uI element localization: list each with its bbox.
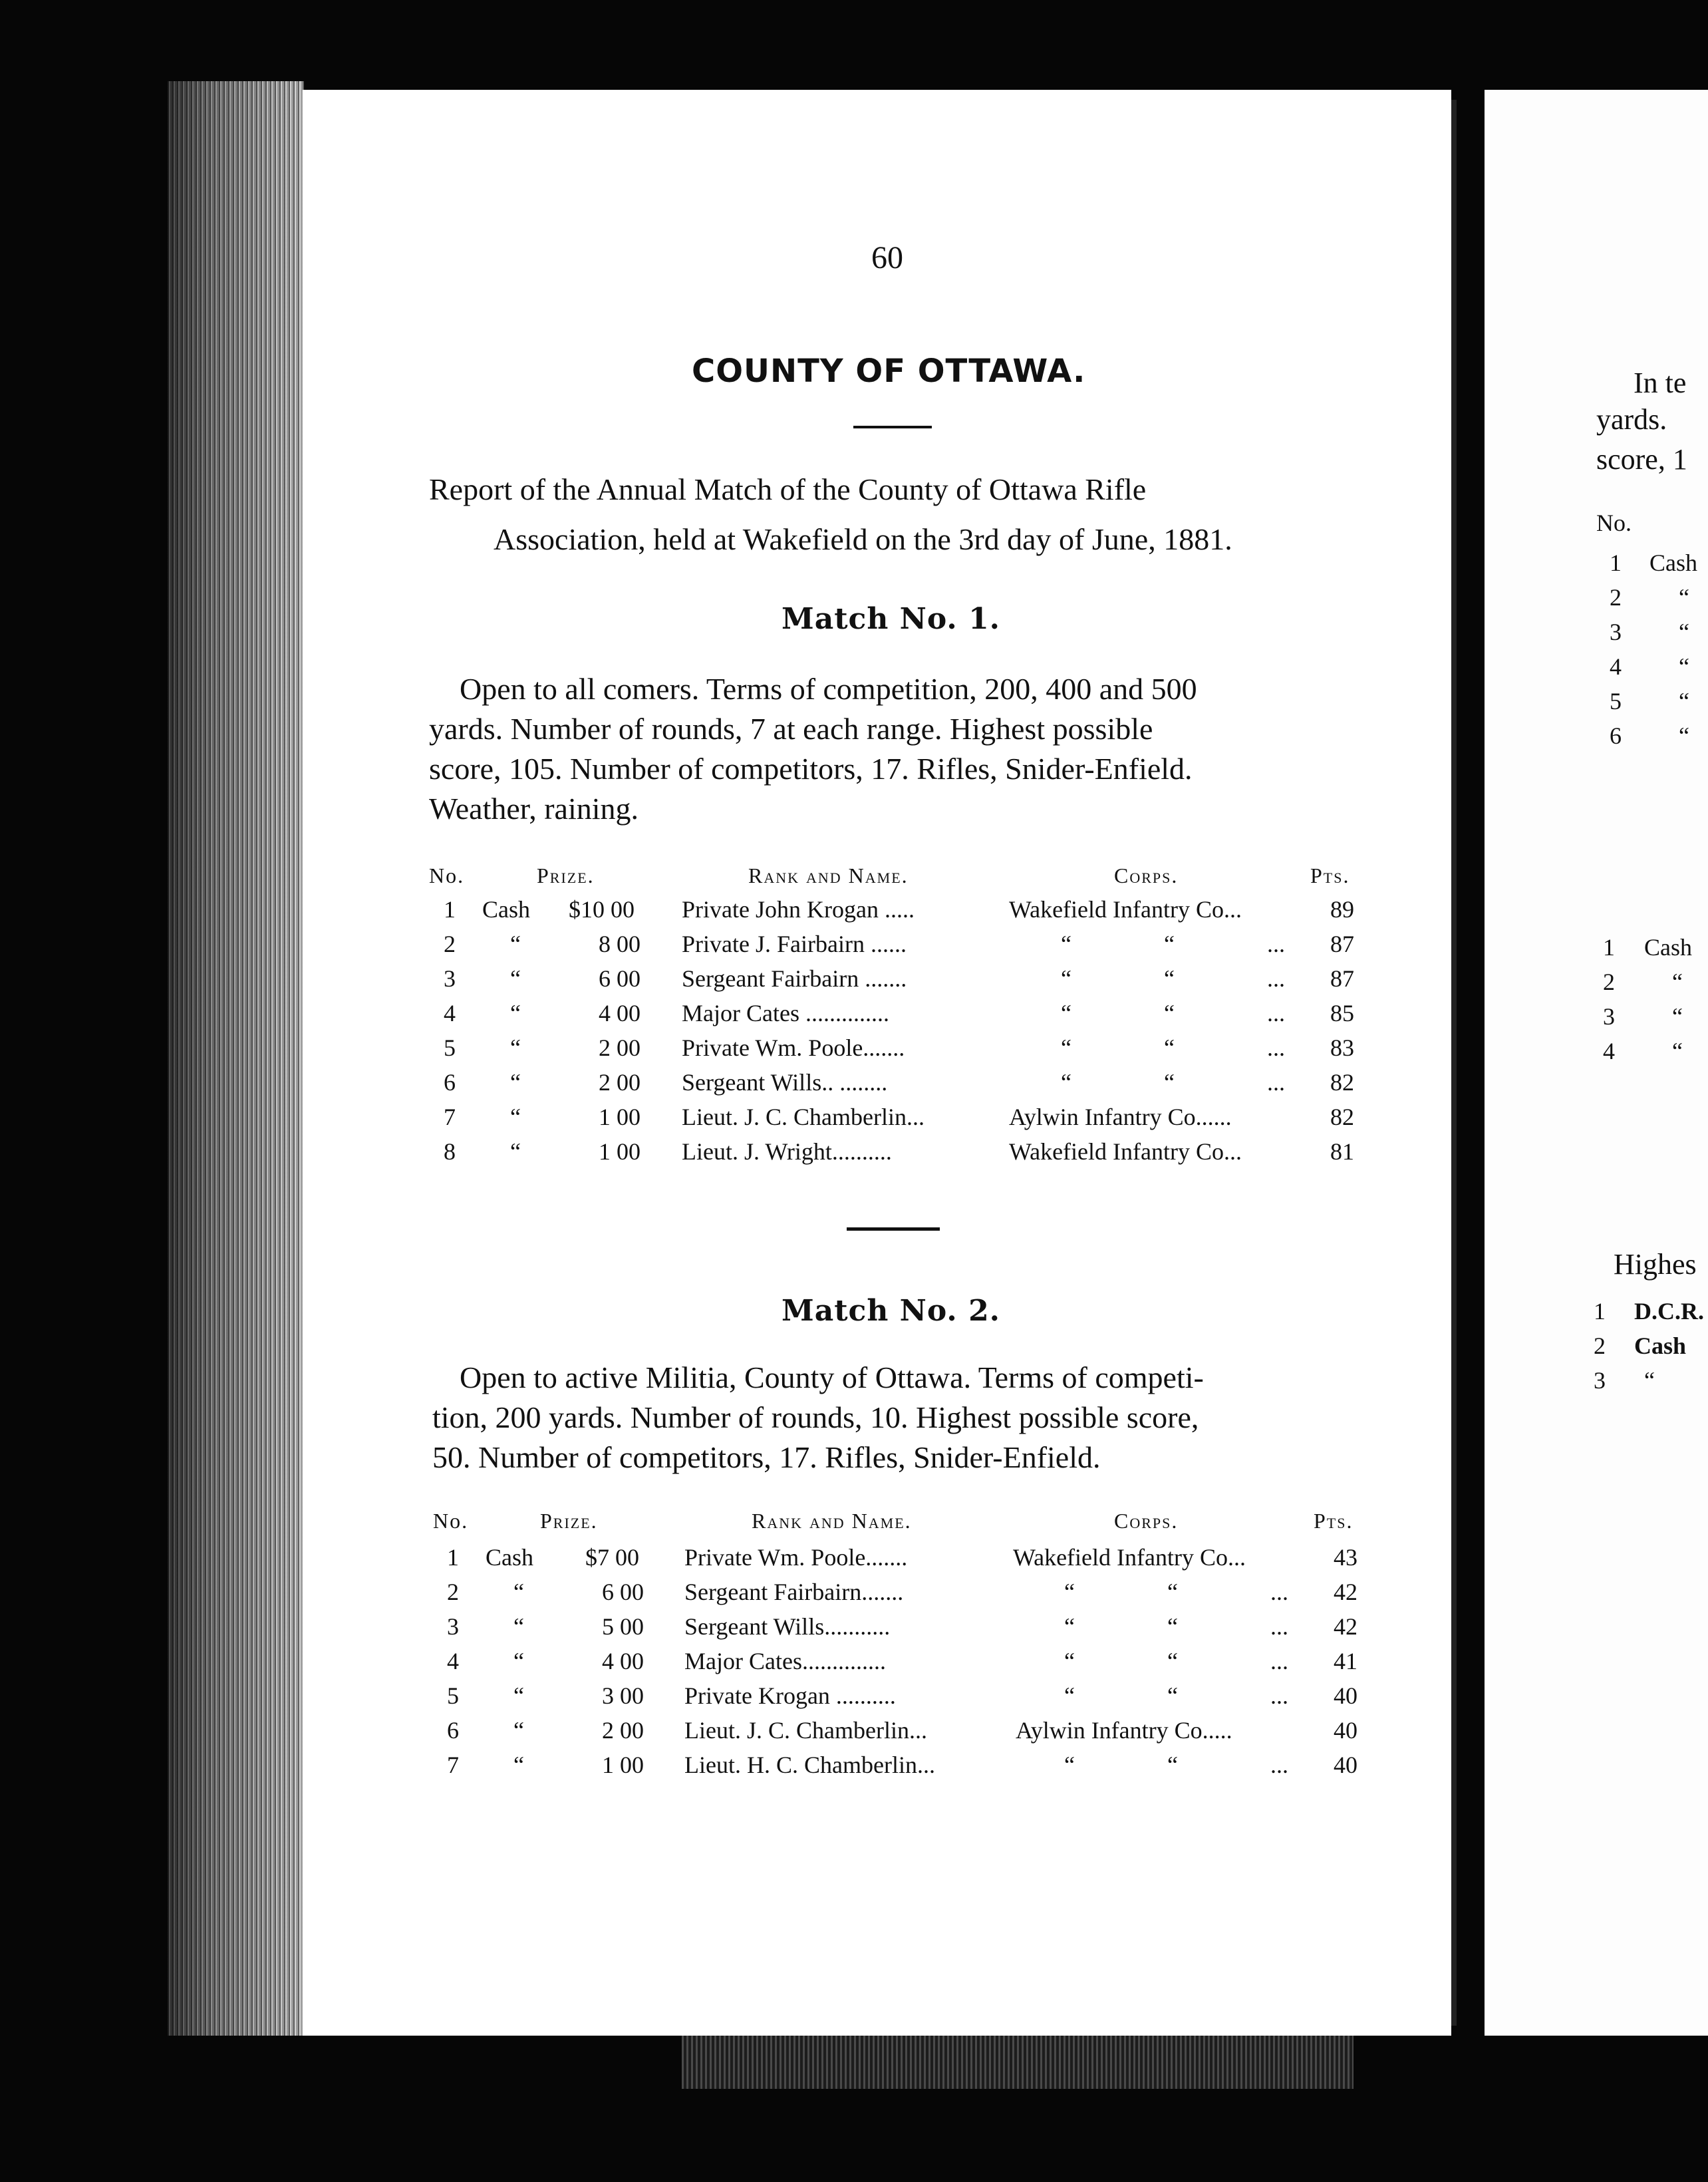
row-cash: “ [510, 1138, 521, 1165]
row-cash: “ [513, 1648, 524, 1674]
item-cash: “ [1672, 1003, 1683, 1030]
row-cash: “ [510, 1104, 521, 1130]
row-no: 8 [444, 1138, 456, 1165]
item-no: 5 [1610, 688, 1622, 714]
row-amount: 2 00 [599, 1034, 640, 1061]
row-pts: 40 [1334, 1682, 1357, 1709]
match1-desc-line-1: Open to all comers. Terms of competition, 200, 400 and 500 [460, 672, 1197, 706]
row-name: Lieut. H. C. Chamberlin... [684, 1752, 935, 1778]
row-no: 5 [447, 1682, 459, 1709]
header-prize: Prize. [537, 863, 595, 887]
row-amount: 2 00 [602, 1717, 644, 1744]
item-no: 2 [1594, 1332, 1606, 1359]
header-prize: Prize. [540, 1509, 598, 1533]
row-name: Lieut. J. Wright.......... [682, 1138, 892, 1165]
row-name: Major Cates .............. [682, 1000, 889, 1026]
table-row [303, 1543, 1451, 1575]
table-row [303, 1578, 1451, 1610]
list-item [1649, 549, 1697, 577]
book-spine-bottom [682, 2036, 1353, 2089]
header-corps: Corps. [1114, 1509, 1179, 1533]
row-corps: “ “ ... [1061, 965, 1285, 992]
row-name: Lieut. J. C. Chamberlin... [684, 1717, 927, 1744]
book-page-edges [168, 81, 304, 2036]
row-amount: 6 00 [602, 1579, 644, 1605]
row-amount: 1 00 [599, 1138, 640, 1165]
header-no: No. [433, 1509, 469, 1533]
list-item [1594, 1297, 1606, 1325]
item-cash: “ [1672, 1038, 1683, 1064]
item-no: 3 [1610, 619, 1622, 645]
row-pts: 89 [1330, 896, 1354, 923]
match2-desc-line-3: 50. Number of competitors, 17. Rifles, Snider-Enfield. [432, 1440, 1101, 1474]
item-no: 6 [1610, 722, 1622, 749]
row-no: 7 [447, 1752, 459, 1778]
row-no: 4 [444, 1000, 456, 1026]
list-item [1610, 549, 1622, 577]
row-pts: 41 [1334, 1648, 1357, 1674]
list-item [1679, 653, 1689, 681]
list-item [1634, 1332, 1686, 1360]
row-amount: 4 00 [599, 1000, 640, 1026]
item-cash: “ [1679, 688, 1689, 714]
row-name: Private J. Fairbairn ...... [682, 931, 907, 957]
right-line-2: yards. [1596, 403, 1667, 436]
table-row [303, 1034, 1451, 1066]
table-row [303, 1103, 1451, 1135]
row-pts: 87 [1330, 931, 1354, 957]
list-item [1644, 1366, 1655, 1394]
list-item [1672, 1037, 1683, 1065]
list-item [1610, 687, 1622, 715]
row-amount: $10 00 [569, 896, 635, 923]
row-name: Lieut. J. C. Chamberlin... [682, 1104, 925, 1130]
row-no: 1 [447, 1544, 459, 1571]
right-highest: Highes [1614, 1248, 1697, 1281]
table-row [303, 1647, 1451, 1679]
table-row [303, 895, 1451, 927]
item-no: 4 [1603, 1038, 1615, 1064]
table-row [303, 965, 1451, 997]
row-no: 3 [447, 1613, 459, 1640]
row-name: Sergeant Fairbairn....... [684, 1579, 904, 1605]
row-cash: “ [510, 931, 521, 957]
row-corps: “ “ ... [1064, 1613, 1288, 1640]
item-cash: Cash [1634, 1332, 1687, 1359]
header-pts: Pts. [1310, 863, 1350, 887]
header-no: No. [429, 863, 465, 887]
row-pts: 42 [1334, 1613, 1357, 1640]
item-no: 4 [1610, 653, 1622, 680]
row-pts: 81 [1330, 1138, 1354, 1165]
match-divider-rule [847, 1227, 940, 1231]
match2-title: Match No. 2. [782, 1294, 1001, 1328]
table-row [303, 1682, 1451, 1714]
row-cash: “ [513, 1752, 524, 1778]
table-row [303, 1613, 1451, 1644]
item-cash: “ [1679, 653, 1689, 680]
list-item [1610, 722, 1622, 750]
row-name: Private Krogan .......... [684, 1682, 896, 1709]
list-item [1610, 583, 1622, 611]
item-no: 3 [1594, 1367, 1606, 1394]
item-cash: Cash [1649, 549, 1697, 576]
row-corps: “ “ ... [1061, 1069, 1285, 1096]
row-pts: 85 [1330, 1000, 1354, 1026]
item-no: 2 [1610, 584, 1622, 611]
right-page-partial [1485, 90, 1708, 2036]
row-name: Private Wm. Poole....... [684, 1544, 908, 1571]
row-corps: “ “ ... [1061, 1034, 1285, 1061]
left-page [303, 90, 1451, 2036]
row-corps: “ “ ... [1064, 1648, 1288, 1674]
header-rank-name: Rank and Name. [752, 1509, 912, 1533]
right-line-3: score, 1 [1596, 443, 1687, 476]
list-item [1594, 1366, 1606, 1394]
list-item [1610, 618, 1622, 646]
right-no-header: No. [1596, 510, 1632, 536]
row-no: 1 [444, 896, 456, 923]
header-corps: Corps. [1114, 863, 1179, 887]
row-cash: “ [513, 1717, 524, 1744]
row-pts: 40 [1334, 1752, 1357, 1778]
row-amount: 5 00 [602, 1613, 644, 1640]
row-pts: 42 [1334, 1579, 1357, 1605]
table-row [303, 930, 1451, 962]
item-cash: Cash [1644, 934, 1692, 961]
row-no: 6 [447, 1717, 459, 1744]
right-line-1: In te [1634, 367, 1687, 399]
report-line-1: Report of the Annual Match of the County of Ottawa Rifle [429, 472, 1147, 506]
list-item [1672, 968, 1683, 996]
item-cash: “ [1679, 619, 1689, 645]
row-no: 7 [444, 1104, 456, 1130]
header-rank-name: Rank and Name. [748, 863, 909, 887]
list-item [1672, 1003, 1683, 1030]
list-item [1634, 1297, 1704, 1325]
row-cash: Cash [482, 896, 530, 923]
row-pts: 82 [1330, 1069, 1354, 1096]
page-gutter-shadow [1451, 100, 1457, 2026]
county-title: COUNTY OF OTTAWA. [692, 353, 1086, 390]
table-row [303, 1068, 1451, 1100]
row-pts: 83 [1330, 1034, 1354, 1061]
list-item [1679, 722, 1689, 750]
row-corps: “ “ ... [1064, 1752, 1288, 1778]
row-cash: “ [510, 965, 521, 992]
list-item [1679, 687, 1689, 715]
table-row [303, 1138, 1451, 1169]
item-cash: “ [1672, 969, 1683, 995]
row-no: 4 [447, 1648, 459, 1674]
row-cash: “ [513, 1682, 524, 1709]
row-amount: 3 00 [602, 1682, 644, 1709]
list-item [1679, 583, 1689, 611]
item-no: 1 [1610, 549, 1622, 576]
match2-desc-line-1: Open to active Militia, County of Ottawa. Terms of competi- [460, 1360, 1204, 1394]
page-number: 60 [871, 240, 903, 275]
item-no: 3 [1603, 1003, 1615, 1030]
row-cash: Cash [486, 1544, 533, 1571]
item-no: 1 [1594, 1298, 1606, 1325]
row-name: Major Cates.............. [684, 1648, 886, 1674]
row-no: 2 [444, 931, 456, 957]
title-rule [853, 426, 932, 428]
row-cash: “ [510, 1069, 521, 1096]
match1-desc-line-2: yards. Number of rounds, 7 at each range. Highest possible [429, 712, 1153, 746]
row-corps: Wakefield Infantry Co... [1009, 896, 1242, 923]
row-amount: $7 00 [585, 1544, 639, 1571]
row-cash: “ [513, 1579, 524, 1605]
item-cash: D.C.R. [1634, 1298, 1704, 1325]
row-pts: 40 [1334, 1717, 1357, 1744]
row-amount: 2 00 [599, 1069, 640, 1096]
row-corps: Aylwin Infantry Co...... [1009, 1104, 1232, 1130]
row-corps: Wakefield Infantry Co... [1013, 1544, 1246, 1571]
row-name: Private John Krogan ..... [682, 896, 915, 923]
row-cash: “ [513, 1613, 524, 1640]
item-cash: “ [1679, 584, 1689, 611]
row-cash: “ [510, 1034, 521, 1061]
row-name: Sergeant Wills........... [684, 1613, 891, 1640]
row-amount: 8 00 [599, 931, 640, 957]
row-no: 6 [444, 1069, 456, 1096]
row-corps: Wakefield Infantry Co... [1009, 1138, 1242, 1165]
list-item [1644, 933, 1692, 961]
header-pts: Pts. [1314, 1509, 1353, 1533]
row-pts: 43 [1334, 1544, 1357, 1571]
list-item [1610, 653, 1622, 681]
row-cash: “ [510, 1000, 521, 1026]
row-amount: 4 00 [602, 1648, 644, 1674]
row-corps: “ “ ... [1061, 931, 1285, 957]
list-item [1594, 1332, 1606, 1360]
row-corps: Aylwin Infantry Co..... [1016, 1717, 1232, 1744]
row-name: Private Wm. Poole....... [682, 1034, 905, 1061]
list-item [1679, 618, 1689, 646]
match2-desc-line-2: tion, 200 yards. Number of rounds, 10. Highest possible score, [432, 1400, 1199, 1434]
list-item [1603, 968, 1615, 996]
list-item [1603, 933, 1615, 961]
match1-title: Match No. 1. [782, 602, 1001, 636]
item-cash: “ [1644, 1367, 1655, 1394]
match1-desc-line-3: score, 105. Number of competitors, 17. Rifles, Snider-Enfield. [429, 752, 1193, 786]
item-no: 2 [1603, 969, 1615, 995]
row-corps: “ “ ... [1064, 1682, 1288, 1709]
row-corps: “ “ ... [1064, 1579, 1288, 1605]
item-no: 1 [1603, 934, 1615, 961]
row-no: 3 [444, 965, 456, 992]
table-row [303, 1716, 1451, 1748]
list-item [1603, 1037, 1615, 1065]
row-amount: 1 00 [599, 1104, 640, 1130]
row-pts: 87 [1330, 965, 1354, 992]
item-cash: “ [1679, 722, 1689, 749]
row-pts: 82 [1330, 1104, 1354, 1130]
row-no: 2 [447, 1579, 459, 1605]
report-line-2: Association, held at Wakefield on the 3rd day of June, 1881. [494, 522, 1232, 556]
table-row [303, 999, 1451, 1031]
row-name: Sergeant Fairbairn ....... [682, 965, 907, 992]
match1-desc-line-4: Weather, raining. [429, 792, 639, 826]
row-name: Sergeant Wills.. ........ [682, 1069, 888, 1096]
row-amount: 1 00 [602, 1752, 644, 1778]
row-amount: 6 00 [599, 965, 640, 992]
table-row [303, 1751, 1451, 1783]
list-item [1603, 1003, 1615, 1030]
row-corps: “ “ ... [1061, 1000, 1285, 1026]
row-no: 5 [444, 1034, 456, 1061]
